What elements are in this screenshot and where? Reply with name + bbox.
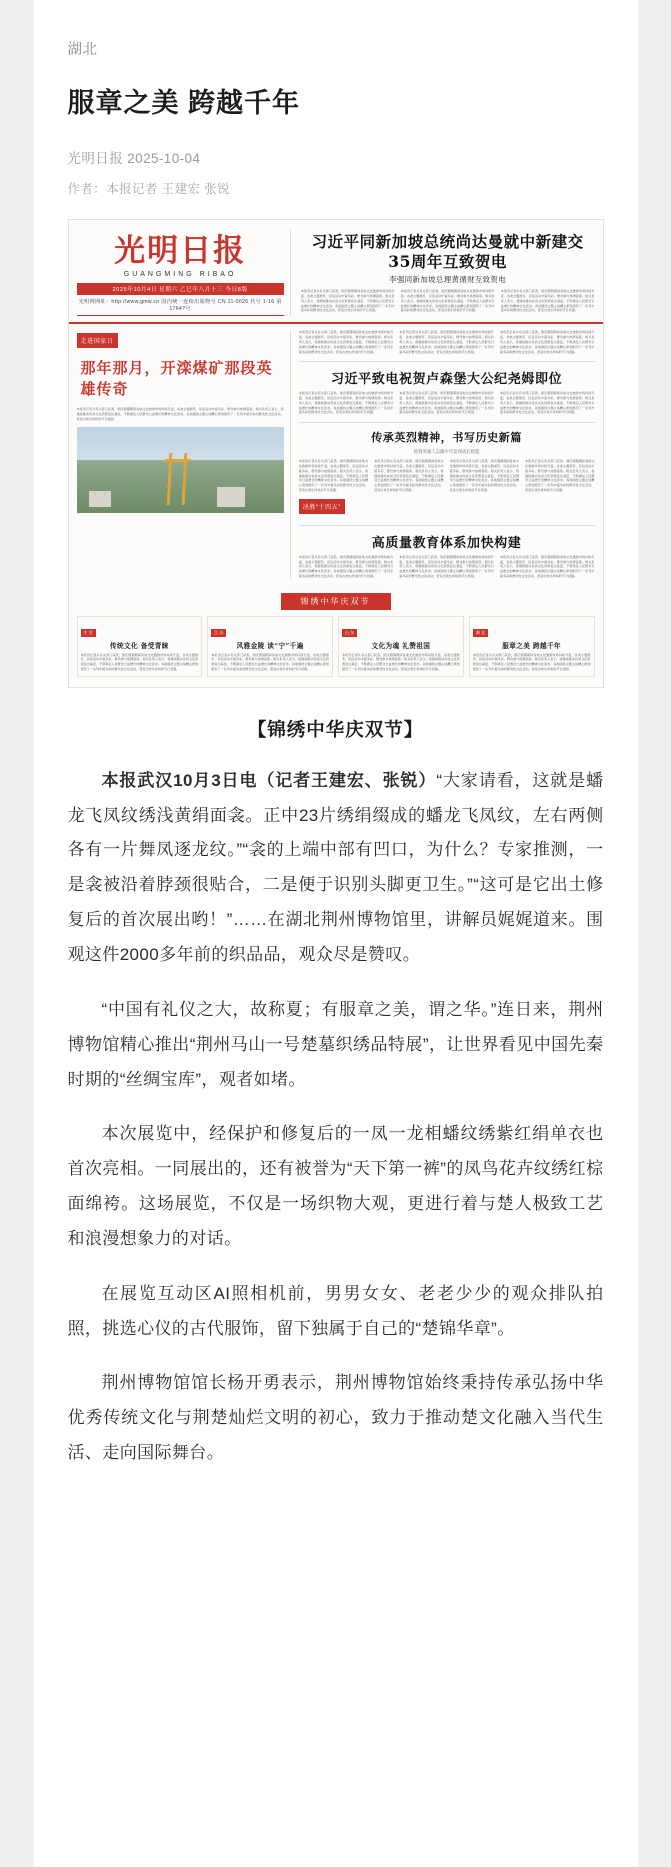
article-kicker: 湖北 — [67, 42, 98, 58]
right-column — [299, 391, 394, 415]
masthead-subinfo: 光明网网址：http://www.gmw.cn 国内统一连续出版物号 CN 11-0026 代号 1-16 第1764?号 — [78, 299, 282, 313]
newspaper-body-section — [69, 324, 603, 586]
right-column — [500, 330, 595, 354]
filler-text: 本报讯记者从有关部门获悉，国庆假期期间各地文化旅游市场持续升温，各类主题展览、民俗活动丰富多彩，群众参与热情高涨。相关负责人表示，将继续推动优质文化资源直达基层，不断满足人民群众日益增长的精神文化需求。各地围绕主题主线精心策划组织了一系列丰富多彩的群众性文化活动，营造出欢乐祥和的节日氛围。 — [499, 554, 595, 578]
strip-card-title: 传统文化 备受青睐 — [110, 641, 169, 650]
filler-text: 本报讯记者从有关部门获悉，国庆假期期间各地文化旅游市场持续升温，各类主题展览、民俗活动丰富多彩，群众参与热情高涨。相关负责人表示，将继续推动优质文化资源直达基层，不断满足人民群众日益增长的精神文化需求。各地围绕主题主线精心策划组织了一系列丰富多彩的群众性文化活动，营造出欢乐祥和的节日氛围。 — [449, 459, 520, 492]
newspaper-top-section — [69, 220, 603, 324]
lead-column — [301, 289, 395, 313]
festival-banner: 锦绣中华庆双节 — [281, 593, 391, 610]
newspaper-front-page-image[interactable] — [68, 219, 604, 687]
strip-card — [469, 616, 595, 677]
newspaper-subhead-2-byline: 铭刻英雄人志雄少年发现成长摇篮 — [413, 449, 480, 455]
lead-column — [501, 289, 595, 313]
filler-text: 本报讯记者从有关部门获悉，国庆假期期间各地文化旅游市场持续升温，各类主题展览、民俗活动丰富多彩，群众参与热情高涨。相关负责人表示，将继续推动优质文化资源直达基层，不断满足人民群众日益增长的精神文化需求。各地围绕主题主线精心策划组织了一系列丰富多彩的群众性文化活动，营造出欢乐祥和的节日氛围。 — [211, 652, 329, 671]
right-column — [299, 459, 368, 492]
newspaper-left-column — [77, 330, 291, 578]
filler-text: 本报讯记者从有关部门获悉，国庆假期期间各地文化旅游市场持续升温，各类主题展览、民俗活动丰富多彩，群众参与热情高涨。相关负责人表示，将继续推动优质文化资源直达基层，不断满足人民群众日益增长的精神文化需求。各地围绕主题主线精心策划组织了一系列丰富多彩的群众性文化活动，营造出欢乐祥和的节日氛围。 — [374, 459, 444, 492]
newspaper-masthead — [77, 230, 291, 316]
source-label: 光明日报 — [67, 151, 124, 167]
right-columns-lower — [299, 459, 595, 492]
strip-card-title: 文化为魂 礼赞祖国 — [371, 641, 431, 650]
right-columns-mid — [299, 391, 595, 415]
newspaper-subhead-2: 传承英烈精神，书写历史新篇 — [299, 422, 595, 445]
right-column — [525, 459, 594, 492]
article-paragraph: 在展览互动区AI照相机前，男男女女、老老少少的观众排队拍照，挑选心仪的古代服饰，留下独属于自己的“楚锦华章”。 — [67, 1283, 604, 1338]
filler-text: 本报讯记者从有关部门获悉，国庆假期期间各地文化旅游市场持续升温，各类主题展览、民俗活动丰富多彩，群众参与热情高涨。相关负责人表示，将继续推动优质文化资源直达基层，不断满足人民群众日益增长的精神文化需求。各地围绕主题主线精心策划组织了一系列丰富多彩的群众性文化活动，营造出欢乐祥和的节日氛围。 — [298, 330, 394, 354]
filler-text: 本报讯记者从有关部门获悉，国庆假期期间各地文化旅游市场持续升温，各类主题展览、民俗活动丰富多彩，群众参与热情高涨。相关负责人表示，将继续推动优质文化资源直达基层，不断满足人民群众日益增长的精神文化需求。各地围绕主题主线精心策划组织了一系列丰富多彩的群众性文化活动，营造出欢乐祥和的节日氛围。 — [76, 406, 284, 421]
article-sheet — [34, 0, 638, 1867]
right-column — [500, 391, 595, 415]
right-column — [450, 459, 519, 492]
red-campaign-label: 决胜“十四五” — [299, 499, 345, 514]
filler-text: 本报讯记者从有关部门获悉，国庆假期期间各地文化旅游市场持续升温，各类主题展览、民俗活动丰富多彩，群众参与热情高涨。相关负责人表示，将继续推动优质文化资源直达基层，不断满足人民群众日益增长的精神文化需求。各地围绕主题主线精心策划组织了一系列丰富多彩的群众性文化活动，营造出欢乐祥和的节日氛围。 — [399, 554, 494, 578]
strip-card-title: 服章之美 跨越千年 — [502, 641, 561, 650]
right-column — [399, 391, 494, 415]
newspaper-lead-block — [301, 230, 595, 316]
masthead-rule — [77, 315, 284, 316]
article-paragraph — [68, 764, 604, 973]
section-title: 【锦绣中华庆双节】 — [247, 718, 424, 740]
right-column — [399, 330, 494, 354]
strip-card-tag: 湖 北 — [473, 629, 488, 637]
lead-columns — [301, 289, 595, 313]
paragraph-text: “大家请看，这就是蟠龙飞凤纹绣浅黄绢面衾。正中23片绣绢缀成的蟠龙飞凤纹，左右两侧各有一片舞凤逐龙纹。”“衾的上端中部有凹口，为什么？专家推测，一是衾被沿着脖颈很贴合，二是便于识别头脚更卫生。”“这可是它出土修复后的首次展出哟！”……在湖北荆州博物馆里，讲解员娓娓道来。围观这件2000多年前的织品品，观众尽是赞叹。 — [67, 770, 604, 964]
building-shape — [217, 487, 245, 507]
right-column — [299, 330, 394, 354]
newspaper-subhead-1: 习近平致电祝贺卢森堡大公纪尧姆即位 — [299, 361, 595, 387]
headframe-shape — [162, 453, 191, 505]
right-column — [299, 555, 394, 579]
article-paragraph: 荆州博物馆馆长杨开勇表示，荆州博物馆始终秉持传承弘扬中华优秀传统文化与荆楚灿烂文明的初心，致力于推动楚文化融入当代生活、走向国际舞台。 — [67, 1373, 604, 1463]
filler-text: 本报讯记者从有关部门获悉，国庆假期期间各地文化旅游市场持续升温，各类主题展览、民俗活动丰富多彩，群众参与热情高涨。相关负责人表示，将继续推动优质文化资源直达基层，不断满足人民群众日益增长的精神文化需求。各地围绕主题主线精心策划组织了一系列丰富多彩的群众性文化活动，营造出欢乐祥和的节日氛围。 — [80, 652, 199, 671]
filler-text: 本报讯记者从有关部门获悉，国庆假期期间各地文化旅游市场持续升温，各类主题展览、民俗活动丰富多彩，群众参与热情高涨。相关负责人表示，将继续推动优质文化资源直达基层，不断满足人民群众日益增长的精神文化需求。各地围绕主题主线精心策划组织了一系列丰富多彩的群众性文化活动，营造出欢乐祥和的节日氛围。 — [500, 289, 595, 313]
strip-card-tag: 生 活 — [81, 629, 96, 637]
filler-text: 本报讯记者从有关部门获悉，国庆假期期间各地文化旅游市场持续升温，各类主题展览、民俗活动丰富多彩，群众参与热情高涨。相关负责人表示，将继续推动优质文化资源直达基层，不断满足人民群众日益增长的精神文化需求。各地围绕主题主线精心策划组织了一系列丰富多彩的群众性文化活动，营造出欢乐祥和的节日氛围。 — [342, 652, 460, 671]
strip-card — [338, 616, 464, 677]
article-paragraph: 本次展览中，经保护和修复后的一凤一龙相蟠纹绣紫红绢单衣也首次亮相。一同展出的，还有被誉为“天下第一裤”的凤鸟花卉纹绣红棕面绵袴。这场展览，不仅是一场织物大观，更进行着与楚人极致工艺和浪漫想象力的对话。 — [67, 1124, 604, 1248]
right-columns-top — [299, 330, 595, 354]
strip-card-title: 风雅金陵 读“宁”千遍 — [236, 641, 304, 650]
filler-text: 本报讯记者从有关部门获悉，国庆假期期间各地文化旅游市场持续升温，各类主题展览、民俗活动丰富多彩，群众参与热情高涨。相关负责人表示，将继续推动优质文化资源直达基层，不断满足人民群众日益增长的精神文化需求。各地围绕主题主线精心策划组织了一系列丰富多彩的群众性文化活动，营造出欢乐祥和的节日氛围。 — [300, 289, 395, 313]
masthead-title: 光明日报 — [114, 233, 247, 270]
building-shape — [89, 491, 111, 507]
masthead-pinyin: GUANGMING RIBAO — [123, 271, 237, 279]
filler-text: 本报讯记者从有关部门获悉，国庆假期期间各地文化旅游市场持续升温，各类主题展览、民俗活动丰富多彩，群众参与热情高涨。相关负责人表示，将继续推动优质文化资源直达基层，不断满足人民群众日益增长的精神文化需求。各地围绕主题主线精心策划组织了一系列丰富多彩的群众性文化活动，营造出欢乐祥和的节日氛围。 — [472, 652, 591, 671]
strip-card — [77, 616, 203, 677]
article-paragraph: “中国有礼仪之大，故称夏；有服章之美，谓之华。”连日来，荆州博物馆精心推出“荆州马山一号楚墓织绣品特展”，让世界看见中国先秦时期的“丝绸宝库”，观者如堵。 — [67, 999, 604, 1089]
strip-card — [207, 616, 333, 677]
strip-card-tag: 江 苏 — [211, 629, 226, 637]
source-date-row — [68, 147, 604, 167]
newspaper-feature-strip — [69, 610, 603, 687]
filler-text: 本报讯记者从有关部门获悉，国庆假期期间各地文化旅游市场持续升温，各类主题展览、民俗活动丰富多彩，群众参与热情高涨。相关负责人表示，将继续推动优质文化资源直达基层，不断满足人民群众日益增长的精神文化需求。各地围绕主题主线精心策划组织了一系列丰富多彩的群众性文化活动，营造出欢乐祥和的节日氛围。 — [298, 459, 369, 492]
filler-text: 本报讯记者从有关部门获悉，国庆假期期间各地文化旅游市场持续升温，各类主题展览、民俗活动丰富多彩，群众参与热情高涨。相关负责人表示，将继续推动优质文化资源直达基层，不断满足人民群众日益增长的精神文化需求。各地围绕主题主线精心策划组织了一系列丰富多彩的群众性文化活动，营造出欢乐祥和的节日氛围。 — [298, 391, 394, 415]
right-columns-bottom — [299, 555, 595, 579]
page-title: 服章之美 跨越千年 — [67, 88, 301, 118]
right-column — [500, 555, 595, 579]
right-column — [399, 555, 494, 579]
lead-headline: 习近平同新加坡总统尚达曼就中新建交35周年互致贺电 — [311, 232, 584, 271]
newspaper-subhead-3: 高质量教育体系加快构建 — [299, 525, 595, 551]
left-feature-title: 那年那月，开滦煤矿那段英雄传奇 — [80, 359, 273, 398]
filler-text: 本报讯记者从有关部门获悉，国庆假期期间各地文化旅游市场持续升温，各类主题展览、民俗活动丰富多彩，群众参与热情高涨。相关负责人表示，将继续推动优质文化资源直达基层，不断满足人民群众日益增长的精神文化需求。各地围绕主题主线精心策划组织了一系列丰富多彩的群众性文化活动，营造出欢乐祥和的节日氛围。 — [499, 391, 595, 415]
publish-date: 2025-10-04 — [127, 151, 201, 167]
filler-text: 本报讯记者从有关部门获悉，国庆假期期间各地文化旅游市场持续升温，各类主题展览、民俗活动丰富多彩，群众参与热情高涨。相关负责人表示，将继续推动优质文化资源直达基层，不断满足人民群众日益增长的精神文化需求。各地围绕主题主线精心策划组织了一系列丰富多彩的群众性文化活动，营造出欢乐祥和的节日氛围。 — [400, 289, 495, 313]
filler-text: 本报讯记者从有关部门获悉，国庆假期期间各地文化旅游市场持续升温，各类主题展览、民俗活动丰富多彩，群众参与热情高涨。相关负责人表示，将继续推动优质文化资源直达基层，不断满足人民群众日益增长的精神文化需求。各地围绕主题主线精心策划组织了一系列丰富多彩的群众性文化活动，营造出欢乐祥和的节日氛围。 — [399, 391, 494, 415]
strip-card-tag: 山 东 — [342, 629, 357, 637]
lead-column — [401, 289, 495, 313]
newspaper-right-column — [299, 330, 595, 578]
filler-text: 本报讯记者从有关部门获悉，国庆假期期间各地文化旅游市场持续升温，各类主题展览、民俗活动丰富多彩，群众参与热情高涨。相关负责人表示，将继续推动优质文化资源直达基层，不断满足人民群众日益增长的精神文化需求。各地围绕主题主线精心策划组织了一系列丰富多彩的群众性文化活动，营造出欢乐祥和的节日氛围。 — [525, 459, 595, 492]
filler-text: 本报讯记者从有关部门获悉，国庆假期期间各地文化旅游市场持续升温，各类主题展览、民俗活动丰富多彩，群众参与热情高涨。相关负责人表示，将继续推动优质文化资源直达基层，不断满足人民群众日益增长的精神文化需求。各地围绕主题主线精心策划组织了一系列丰富多彩的群众性文化活动，营造出欢乐祥和的节日氛围。 — [499, 330, 595, 354]
left-badge: 走进国家日 — [77, 333, 118, 348]
author-line: 作者：本报记者 王建宏 张锐 — [67, 182, 231, 197]
right-column — [374, 459, 443, 492]
banner-wrap — [69, 587, 603, 610]
filler-text: 本报讯记者从有关部门获悉，国庆假期期间各地文化旅游市场持续升温，各类主题展览、民俗活动丰富多彩，群众参与热情高涨。相关负责人表示，将继续推动优质文化资源直达基层，不断满足人民群众日益增长的精神文化需求。各地围绕主题主线精心策划组织了一系列丰富多彩的群众性文化活动，营造出欢乐祥和的节日氛围。 — [399, 330, 494, 354]
mine-photo — [77, 427, 284, 513]
filler-text: 本报讯记者从有关部门获悉，国庆假期期间各地文化旅游市场持续升温，各类主题展览、民俗活动丰富多彩，群众参与热情高涨。相关负责人表示，将继续推动优质文化资源直达基层，不断满足人民群众日益增长的精神文化需求。各地围绕主题主线精心策划组织了一系列丰富多彩的群众性文化活动，营造出欢乐祥和的节日氛围。 — [298, 554, 394, 578]
dateline-lead: 本报武汉10月3日电（记者王建宏、张锐） — [101, 770, 437, 790]
masthead-date-bar: 2025年10月4日 星期六 乙巳年八月十三 今日8版 — [77, 283, 284, 295]
lead-subhead: 李强同新加坡总理黄循财互致贺电 — [389, 275, 507, 285]
